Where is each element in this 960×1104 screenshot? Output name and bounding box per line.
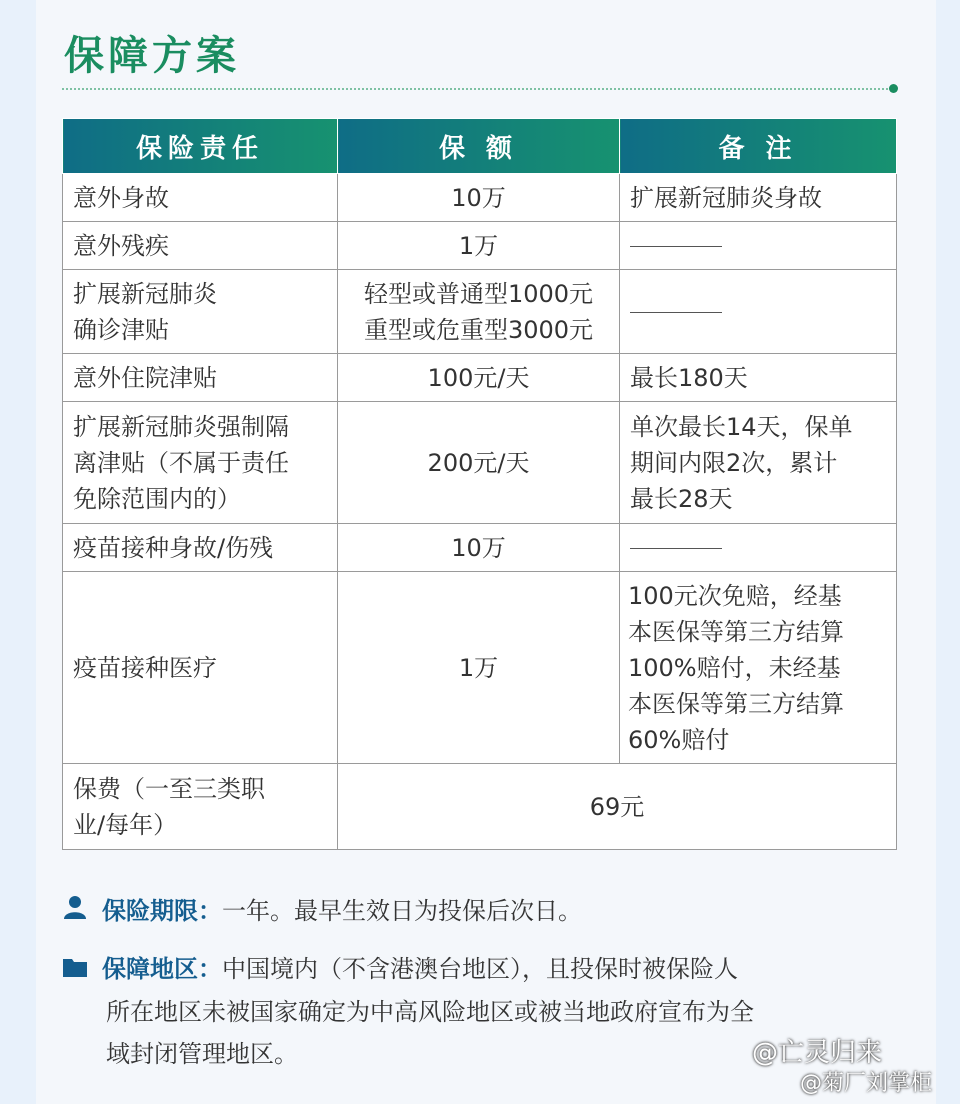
duty-cell: 意外住院津贴 bbox=[63, 354, 338, 402]
person-icon bbox=[62, 893, 90, 931]
premium-value: 69元 bbox=[338, 764, 897, 850]
note-line: 100元次免赔，经基 bbox=[628, 581, 842, 610]
header-amount: 保 额 bbox=[338, 119, 620, 174]
note-line: 期间内限2次，累计 bbox=[630, 448, 838, 477]
amount-cell: 1万 bbox=[338, 572, 620, 764]
duty-line: 离津贴（不属于责任 bbox=[73, 448, 289, 477]
note-line: 100%赔付，未经基 bbox=[628, 653, 841, 682]
empty-dash bbox=[630, 312, 722, 313]
premium-label-line: 保费（一至三类职 bbox=[73, 774, 265, 803]
table-header-row bbox=[63, 119, 897, 174]
empty-dash bbox=[630, 548, 722, 549]
amount-cell: 10万 bbox=[338, 174, 620, 222]
note-cell bbox=[620, 402, 897, 524]
note-line: 本医保等第三方结算 bbox=[628, 689, 844, 718]
table-row bbox=[63, 270, 897, 354]
note-cell bbox=[620, 572, 897, 764]
region-line1: 中国境内（不含港澳台地区），且投保时被保险人 bbox=[222, 955, 738, 983]
period-label: 保险期限： bbox=[102, 897, 222, 925]
region-first-line bbox=[62, 950, 902, 989]
premium-label-line: 业/每年） bbox=[73, 810, 178, 839]
amount-cell bbox=[338, 270, 620, 354]
amount-line: 重型或危重型3000元 bbox=[363, 315, 594, 344]
table-row bbox=[63, 402, 897, 524]
duty-cell bbox=[63, 270, 338, 354]
premium-row bbox=[63, 764, 897, 850]
duty-cell: 疫苗接种身故/伤残 bbox=[63, 524, 338, 572]
note-cell bbox=[620, 524, 897, 572]
amount-cell: 100元/天 bbox=[338, 354, 620, 402]
table-row bbox=[63, 174, 897, 222]
region-line3: 域封闭管理地区。 bbox=[106, 1040, 298, 1068]
header-duty: 保险责任 bbox=[63, 119, 338, 174]
watermark-line1: @亡灵归来 bbox=[752, 1038, 883, 1068]
amount-cell: 10万 bbox=[338, 524, 620, 572]
table-row bbox=[63, 524, 897, 572]
page-title: 保障方案 bbox=[64, 33, 240, 79]
region-label: 保障地区： bbox=[102, 955, 222, 983]
empty-dash bbox=[630, 246, 722, 247]
amount-line: 轻型或普通型1000元 bbox=[363, 279, 594, 308]
note-cell: 扩展新冠肺炎身故 bbox=[620, 174, 897, 222]
note-line: 60%赔付 bbox=[628, 725, 730, 754]
duty-line: 扩展新冠肺炎强制隔 bbox=[73, 412, 289, 441]
coverage-table bbox=[62, 118, 897, 850]
duty-line: 确诊津贴 bbox=[73, 315, 169, 344]
duty-cell: 意外残疾 bbox=[63, 222, 338, 270]
amount-cell: 1万 bbox=[338, 222, 620, 270]
duty-line: 扩展新冠肺炎 bbox=[73, 279, 217, 308]
title-divider bbox=[62, 88, 892, 90]
note-cell: 最长180天 bbox=[620, 354, 897, 402]
premium-label-cell bbox=[63, 764, 338, 850]
table-row bbox=[63, 222, 897, 270]
duty-line: 免除范围内的） bbox=[73, 484, 241, 513]
watermark-line2: @菊厂刘掌柜 bbox=[800, 1071, 933, 1096]
note-cell bbox=[620, 270, 897, 354]
divider-dot bbox=[889, 84, 898, 93]
amount-cell: 200元/天 bbox=[338, 402, 620, 524]
note-line: 最长28天 bbox=[630, 484, 733, 513]
note-cell bbox=[620, 222, 897, 270]
period-section bbox=[62, 892, 902, 931]
duty-cell: 意外身故 bbox=[63, 174, 338, 222]
period-text: 一年。最早生效日为投保后次日。 bbox=[222, 897, 582, 925]
note-line: 本医保等第三方结算 bbox=[628, 617, 844, 646]
note-line: 单次最长14天，保单 bbox=[630, 412, 853, 441]
header-note: 备 注 bbox=[620, 119, 897, 174]
folder-icon bbox=[62, 951, 90, 989]
table-row bbox=[63, 572, 897, 764]
table-row bbox=[63, 354, 897, 402]
duty-cell bbox=[63, 402, 338, 524]
region-line2: 所在地区未被国家确定为中高风险地区或被当地政府宣布为全 bbox=[106, 998, 754, 1026]
duty-cell: 疫苗接种医疗 bbox=[63, 572, 338, 764]
